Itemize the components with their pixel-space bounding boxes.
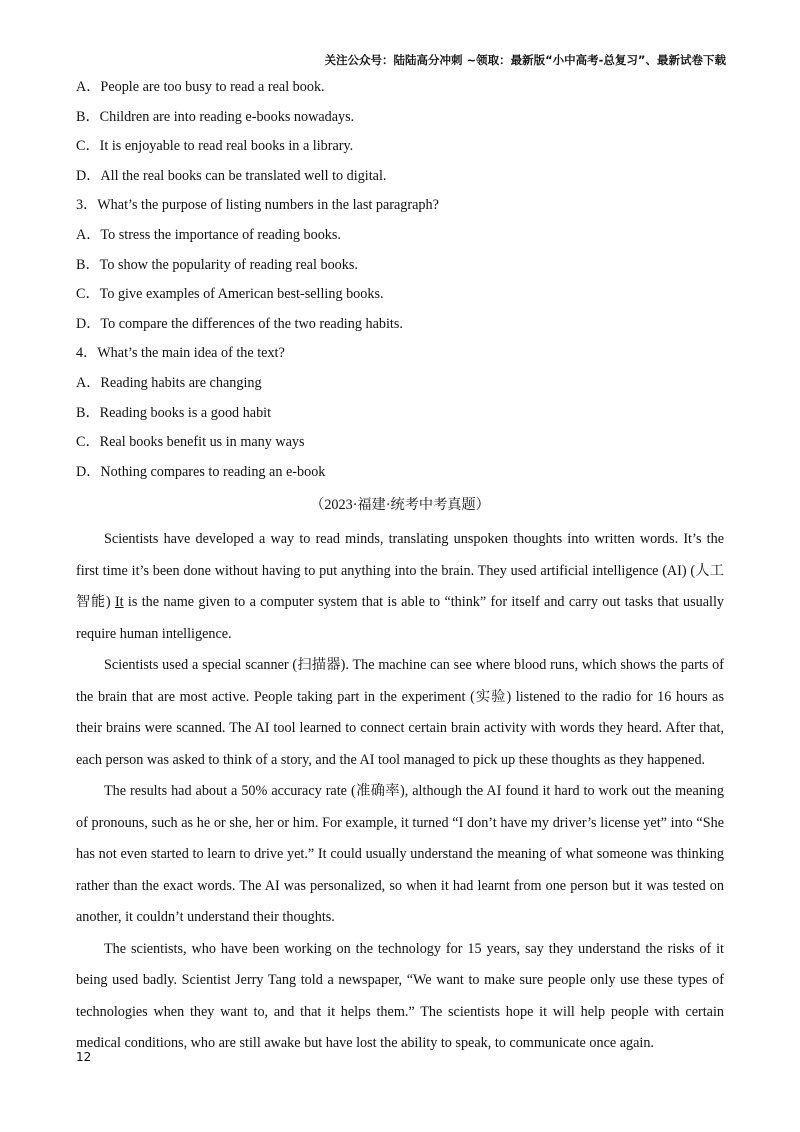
option-c: C．Real books benefit us in many ways xyxy=(76,434,305,451)
option-d: D．To compare the differences of the two reading habits. xyxy=(76,315,403,332)
page-content xyxy=(76,76,724,1060)
option-a: A．To stress the importance of reading books. xyxy=(76,226,341,243)
option-c: C．To give examples of American best-selling books. xyxy=(76,286,384,303)
paragraph-1-part-b: is the name given to a computer system that is able to “think” for itself and carry out tasks that usually require human intelligence. xyxy=(76,594,724,642)
question-4 xyxy=(76,342,724,490)
page-header: 关注公众号：陆陆高分冲刺 ~领取：最新版“小中高考-总复习”、最新试卷下载 xyxy=(324,53,726,67)
page-number: 12 xyxy=(76,1050,92,1064)
passage-source: （2023·福建·统考中考真题） xyxy=(310,497,490,514)
paragraph-4: The scientists, who have been working on the technology for 15 years, say they understand the risks of it being used badly. Scientist Jerry Tang told a newspaper, “We want to make sure people only use these types of technologies when they want to, and that it helps them.” The scientists hope it will help people with certain medical conditions, who are still awake but have lost the ability to speak, to communicate once again. xyxy=(76,940,724,1052)
option-b: B．To show the popularity of reading real books. xyxy=(76,256,358,273)
option-b: B．Children are into reading e-books nowadays. xyxy=(76,108,355,125)
paragraph-3: The results had about a 50% accuracy rate (准确率), although the AI found it hard to work out the meaning of pronouns, such as he or she, her or him. For example, it turned “I don’t have my driver’s license yet” into “She has not even started to learn to drive yet.” It could usually understand the meaning of what someone was thinking rather than the exact words. The AI was personalized, so when it had learnt from one person but it was tested on another, it couldn’t understand their thoughts. xyxy=(76,783,724,926)
q2-options xyxy=(76,76,724,194)
paragraph-1-part-a: Scientists have developed a way to read minds, translating unspoken thoughts into written words. It’s the first time it’s been done without having to put anything into the brain. They used artificial intelligence (AI) (人工智能) xyxy=(76,531,724,611)
reading-passage xyxy=(76,524,724,1060)
underlined-word: It xyxy=(114,594,124,611)
question-3 xyxy=(76,194,724,342)
option-a: A．Reading habits are changing xyxy=(76,374,262,391)
question-3-text: 3．What’s the purpose of listing numbers in the last paragraph? xyxy=(76,197,439,214)
option-d: D．All the real books can be translated well to digital. xyxy=(76,167,387,184)
option-b: B．Reading books is a good habit xyxy=(76,404,272,421)
paragraph-1 xyxy=(76,524,724,650)
question-4-text: 4．What’s the main idea of the text? xyxy=(76,345,285,362)
option-a: A．People are too busy to read a real book. xyxy=(76,79,325,95)
option-c: C．It is enjoyable to read real books in a library. xyxy=(76,138,354,155)
option-d: D．Nothing compares to reading an e-book xyxy=(76,463,326,480)
paragraph-2: Scientists used a special scanner (扫描器). The machine can see where blood runs, which shows the parts of the brain that are most active. People taking part in the experiment (实验) listened to the radio for 16 hours as their brains were scanned. The AI tool learned to connect certain brain activity with words they heard. After that, each person was asked to think of a story, and the AI tool managed to pick up these thoughts as they happened. xyxy=(76,657,724,768)
